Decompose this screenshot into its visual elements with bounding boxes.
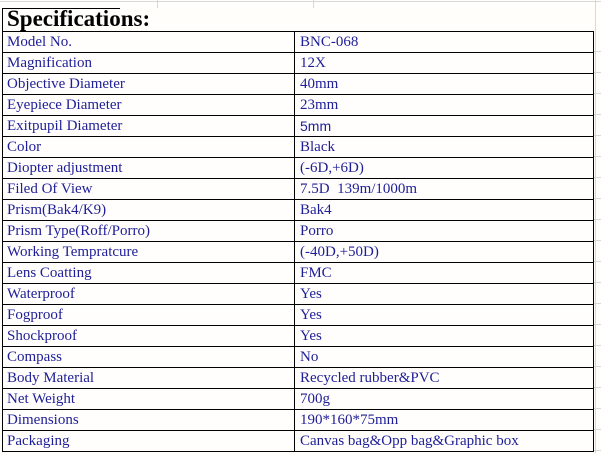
table-row xyxy=(3,305,593,326)
table-row xyxy=(3,326,593,347)
table-row xyxy=(3,53,593,74)
spec-value: 5mm xyxy=(300,118,332,134)
table-row xyxy=(3,431,593,451)
spec-label: Prism Type(Roff/Porro) xyxy=(3,221,295,241)
spec-value: 23mm xyxy=(300,97,339,113)
page-title: Specifications: xyxy=(7,6,151,31)
table-row xyxy=(3,200,593,221)
spec-label: Lens Coatting xyxy=(3,263,295,283)
table-row xyxy=(3,284,593,305)
spec-label: Exitpupil Diameter xyxy=(3,116,295,136)
spec-value: 7.5D 139m/1000m xyxy=(300,181,418,197)
spec-label: Compass xyxy=(3,347,295,367)
spec-label: Shockproof xyxy=(3,326,295,346)
spec-label: Dimensions xyxy=(3,410,295,430)
spec-value: No xyxy=(300,349,319,365)
spec-label: Color xyxy=(3,137,295,157)
spec-label: Eyepiece Diameter xyxy=(3,95,295,115)
spec-label: Magnification xyxy=(3,53,295,73)
spec-value: 40mm xyxy=(300,76,339,92)
spec-label: Fogproof xyxy=(3,305,295,325)
gridline-top-artifact xyxy=(0,1,601,2)
gridline-row-stubs-artifact xyxy=(594,31,601,452)
spec-value: Black xyxy=(300,139,335,155)
spec-value: Porro xyxy=(300,223,334,239)
table-row xyxy=(3,410,593,431)
spec-value: (-6D,+6D) xyxy=(300,160,364,176)
spec-value: FMC xyxy=(300,265,332,281)
header-left-border xyxy=(2,8,3,31)
gridline-tick-artifact xyxy=(157,0,158,8)
gridline-tick-artifact xyxy=(313,0,314,8)
table-row xyxy=(3,263,593,284)
table-row xyxy=(3,32,593,53)
spec-value: (-40D,+50D) xyxy=(300,244,379,260)
table-row xyxy=(3,242,593,263)
spec-label: Net Weight xyxy=(3,389,295,409)
spec-label: Body Material xyxy=(3,368,295,388)
table-row xyxy=(3,347,593,368)
spec-value: BNC-068 xyxy=(300,34,359,50)
table-row xyxy=(3,137,593,158)
spec-label: Waterproof xyxy=(3,284,295,304)
specifications-table xyxy=(2,31,594,452)
spec-label: Packaging xyxy=(3,431,295,451)
spec-label: Objective Diameter xyxy=(3,74,295,94)
spec-value: 190*160*75mm xyxy=(300,412,399,428)
spec-value: Yes xyxy=(300,307,322,323)
spec-value: Canvas bag&Opp bag&Graphic box xyxy=(300,433,519,449)
spec-value: 700g xyxy=(300,391,330,407)
spec-value: 12X xyxy=(300,55,326,71)
table-row xyxy=(3,368,593,389)
spec-label: Prism(Bak4/K9) xyxy=(3,200,295,220)
spec-value: Bak4 xyxy=(300,202,332,218)
spec-value: Recycled rubber&PVC xyxy=(300,370,440,386)
table-row xyxy=(3,179,593,200)
spec-label: Working Tempratcure xyxy=(3,242,295,262)
table-row xyxy=(3,74,593,95)
table-row xyxy=(3,158,593,179)
spec-label: Diopter adjustment xyxy=(3,158,295,178)
spec-label: Model No. xyxy=(3,32,295,52)
table-row xyxy=(3,389,593,410)
spec-label: Filed Of View xyxy=(3,179,295,199)
table-row xyxy=(3,221,593,242)
spec-value: Yes xyxy=(300,328,322,344)
table-row xyxy=(3,95,593,116)
table-row xyxy=(3,116,593,137)
spec-value: Yes xyxy=(300,286,322,302)
